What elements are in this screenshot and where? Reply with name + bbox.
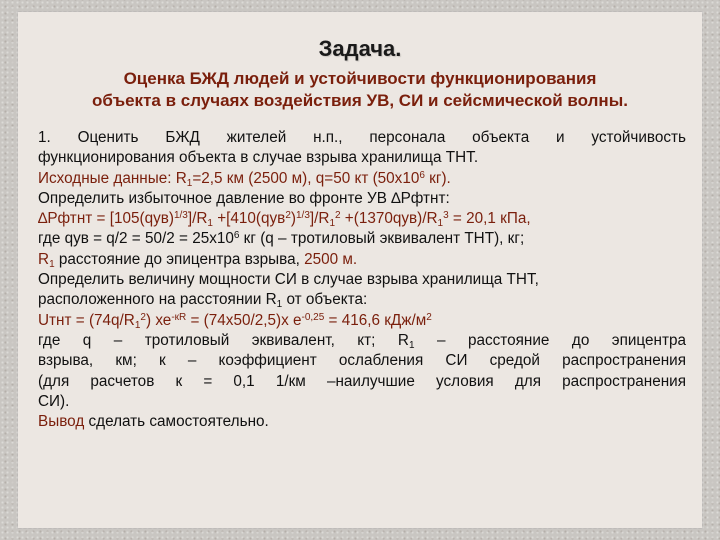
formula-text: = 416,6 кДж/м	[324, 311, 427, 329]
subscript: 1	[207, 218, 213, 230]
task-line-14: СИ).	[38, 392, 70, 410]
conclusion-label: Вывод	[38, 413, 85, 431]
superscript: 1/3	[295, 210, 310, 222]
superscript: 2	[285, 210, 291, 222]
superscript: 2	[140, 311, 146, 323]
text: – расстояние до эпицентра	[414, 331, 686, 349]
text: кг (q – тротиловый эквивалент ТНТ), кг;	[239, 230, 525, 248]
text: R	[38, 250, 50, 268]
pressure-formula	[38, 209, 686, 229]
formula-text: ]/R	[309, 210, 330, 228]
formula-text: ) хе	[145, 311, 172, 329]
formula-text: +(1370qув)/R	[340, 210, 438, 228]
subscript: 1	[276, 299, 283, 311]
distance-value: 2500 м.	[304, 250, 358, 268]
task-line-12: взрыва, км; к – коэффициент ослабления СИ средой распространения	[38, 352, 686, 370]
subscript: 1	[437, 218, 444, 230]
subscript: 1	[329, 218, 335, 230]
task-body	[38, 128, 686, 432]
initial-data-text: кг).	[424, 169, 451, 187]
subscript: 1	[49, 258, 55, 270]
task-line-11	[38, 331, 686, 351]
subtitle-line-1: Оценка БЖД людей и устойчивости функционирования	[123, 69, 597, 88]
superscript: -0,25	[301, 311, 325, 323]
formula-text: Uтнт = (74q/R	[38, 311, 135, 329]
formula-text: )	[290, 210, 296, 228]
formula-text: = (74х50/2,5)х е	[186, 311, 302, 329]
radiation-formula	[38, 311, 686, 331]
subscript: 1	[186, 177, 193, 189]
superscript: 3	[443, 210, 449, 222]
task-line-1: 1. Оценить БЖД жителей н.п., персонала объекта и устойчивость	[38, 129, 686, 146]
subtitle-line-2: объекта в случаях воздействия УВ, СИ и сейсмической волны.	[92, 91, 628, 110]
superscript: 6	[419, 169, 425, 181]
text: расположенного на расстоянии R	[38, 291, 277, 309]
superscript: 2	[426, 311, 432, 323]
task-line-8: Определить величину мощности СИ в случае взрыва хранилища ТНТ,	[38, 271, 539, 289]
initial-data-text: =2,5 км (2500 м), q=50 кт (50х10	[192, 169, 420, 187]
task-line-7	[38, 250, 686, 270]
superscript: 1/3	[173, 210, 188, 222]
subscript: 1	[134, 319, 141, 331]
formula-text: +[410(qув	[212, 210, 286, 228]
formula-text: = 20,1 кПа,	[448, 210, 531, 228]
initial-data-line	[38, 169, 686, 189]
subscript: 1	[408, 339, 415, 351]
text: сделать самостоятельно.	[84, 413, 269, 431]
superscript: -кR	[171, 311, 187, 323]
slide-subtitle	[40, 68, 680, 112]
text: расстояние до эпицентра взрыва,	[54, 250, 305, 268]
task-line-2: функционирования объекта в случае взрыва хранилища ТНТ.	[38, 149, 479, 167]
text: от объекта:	[282, 291, 368, 309]
superscript: 6	[233, 230, 240, 242]
task-line-13: (для расчетов к = 0,1 1/км –наилучшие условия для распространения	[38, 372, 686, 390]
task-line-9	[38, 290, 686, 310]
conclusion-line	[38, 412, 686, 432]
superscript: 2	[335, 210, 341, 222]
task-line-6	[38, 229, 686, 249]
initial-data-text: Исходные данные: R	[38, 169, 187, 187]
text: где qув = q/2 = 50/2 = 25х10	[38, 230, 234, 248]
task-line-4: Определить избыточное давление во фронте УВ ∆Рфтнт:	[38, 189, 450, 207]
formula-text: ∆Рфтнт = [105(qув)	[38, 210, 174, 228]
slide-title: Задача.	[318, 36, 402, 61]
text: где q – тротиловый эквивалент, кт; R	[38, 331, 409, 349]
formula-text: ]/R	[187, 210, 208, 228]
